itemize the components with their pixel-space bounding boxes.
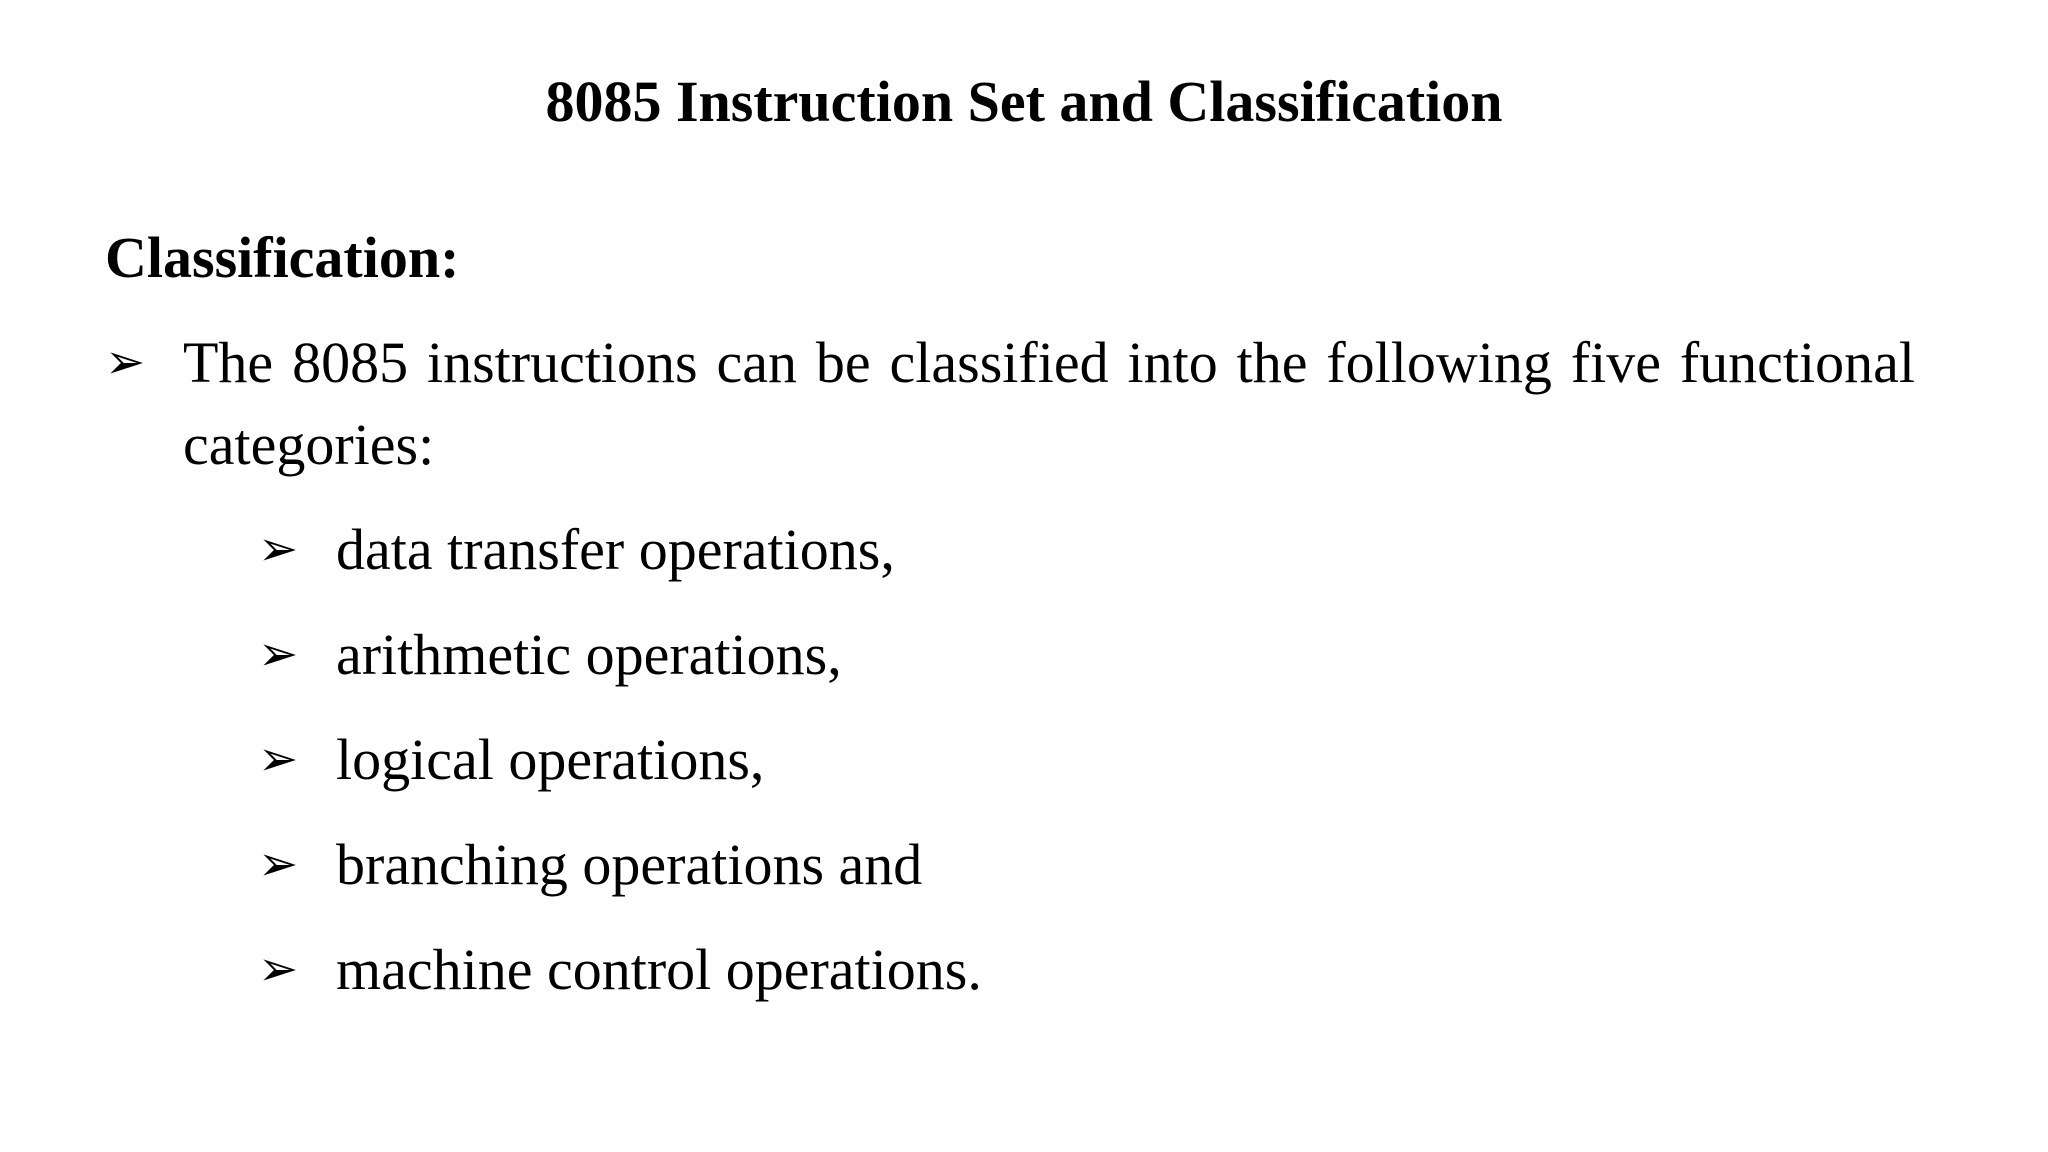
main-bullet-point	[105, 322, 1915, 486]
arrow-bullet-icon: ➢	[258, 523, 299, 576]
list-item-text: branching operations and	[336, 832, 923, 897]
category-list	[258, 510, 1758, 1035]
section-heading: Classification:	[105, 225, 460, 290]
list-item	[258, 720, 1758, 825]
list-item	[258, 615, 1758, 720]
arrow-bullet-icon: ➢	[258, 838, 299, 891]
arrow-bullet-icon: ➢	[258, 628, 299, 681]
main-bullet-text: The 8085 instructions can be classified into the following five functional categories:	[183, 330, 1915, 477]
list-item	[258, 510, 1758, 615]
list-item	[258, 930, 1758, 1035]
arrow-bullet-icon: ➢	[105, 336, 146, 389]
list-item-text: data transfer operations,	[336, 517, 895, 582]
list-item	[258, 825, 1758, 930]
arrow-bullet-icon: ➢	[258, 943, 299, 996]
list-item-text: logical operations,	[336, 727, 765, 792]
arrow-bullet-icon: ➢	[258, 733, 299, 786]
list-item-text: arithmetic operations,	[336, 622, 842, 687]
slide-title: 8085 Instruction Set and Classification	[545, 69, 1503, 134]
list-item-text: machine control operations.	[336, 937, 982, 1002]
